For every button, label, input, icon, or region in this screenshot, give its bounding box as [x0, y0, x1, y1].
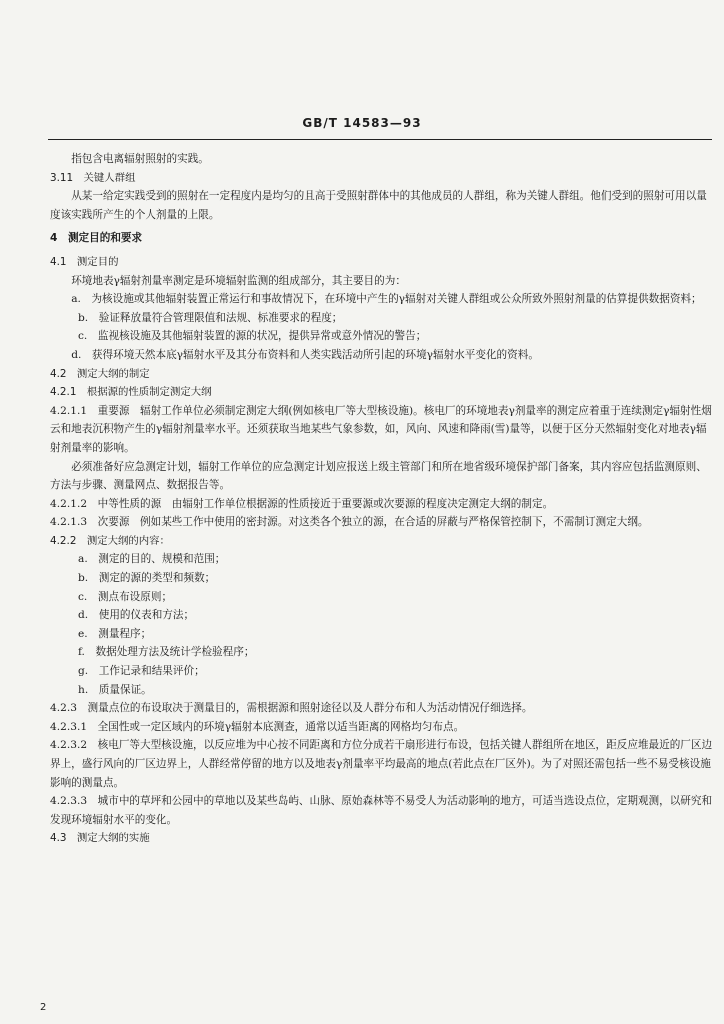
- list-item: f. 数据处理方法及统计学检验程序；: [78, 646, 255, 659]
- list-item: d. 使用的仪表和方法；: [78, 609, 195, 622]
- clause-heading: 4.3 测定大纲的实施: [50, 832, 150, 845]
- document-body: [50, 150, 714, 848]
- body-paragraph: 4.2.1.2 中等性质的源 由辐射工作单位根据源的性质接近于重要源或次要源的程度决定测定大纲的制定。: [50, 497, 554, 510]
- body-paragraph: 必须准备好应急测定计划，辐射工作单位的应急测定计划应报送上级主管部门和所在地省级环境保护部门备案，其内容应包括监测原则、方法与步骤、测量网点、数据报告等。: [50, 460, 707, 492]
- page-number: 2: [40, 1002, 47, 1013]
- list-item: e. 测量程序；: [78, 627, 152, 640]
- list-item: h. 质量保证。: [78, 683, 152, 696]
- list-item: d. 获得环境天然本底γ辐射水平及其分布资料和人类实践活动所引起的环境γ辐射水平变化的资料。: [71, 348, 539, 361]
- section-heading: 4 测定目的和要求: [50, 232, 143, 245]
- body-paragraph: 4.2.1.1 重要源 辐射工作单位必须制定测定大纲(例如核电厂等大型核设施)。核电厂的环境地表γ剂量率的测定应着重于连续测定γ辐射性烟云和地表沉积物产生的γ辐射剂量率水平。还须获取当地某些气象参数，如，风向、风速和降雨(雪)量等，以便于区分天然辐射变化对地表γ辐射剂量率的影响。: [50, 404, 712, 454]
- list-item: b. 验证释放量符合管理限值和法规、标准要求的程度；: [78, 311, 343, 324]
- body-paragraph: 4.2.3.3 城市中的草坪和公园中的草地以及某些岛屿、山脉、原始森林等不易受人为活动影响的地方，可适当选设点位，定期观测，以研究和发现环境辐射水平的变化。: [50, 795, 713, 826]
- clause-heading: 4.1 测定目的: [50, 255, 119, 268]
- list-item: c. 测点布设原则；: [78, 590, 173, 603]
- body-paragraph: 4.2.3.2 核电厂等大型核设施，以反应堆为中心按不同距离和方位分成若干扇形进行布设，包括关键人群组所在地区，距反应堆最近的厂区边界上，盛行风向的厂区边界上，人群经常停留的地方以及地表γ剂量率平均最高的地点(若此点在厂区外)。为了对照还需包括一些不易受核设施影响的测量点。: [50, 739, 713, 789]
- body-paragraph: 指包含电离辐射照射的实践。: [71, 153, 209, 165]
- list-item: a. 为核设施或其他辐射装置正常运行和事故情况下，在环境中产生的γ辐射对关键人群组或公众所致外照射剂量的估算提供数据资料；: [71, 293, 702, 306]
- list-item: a. 测定的目的、规模和范围；: [78, 553, 226, 566]
- clause-heading: 3.11 关键人群组: [50, 171, 136, 184]
- body-paragraph: 环境地表γ辐射剂量率测定是环境辐射监测的组成部分，其主要目的为：: [71, 274, 406, 287]
- clause-heading: 4.2 测定大纲的制定: [50, 367, 150, 380]
- clause-heading: 4.2.2 测定大纲的内容：: [50, 534, 170, 547]
- list-item: c. 监视核设施及其他辐射装置的源的状况，提供异常或意外情况的警告；: [78, 330, 427, 343]
- body-paragraph: 从某一给定实践受到的照射在一定程度内是均匀的且高于受照射群体中的其他成员的人群组，称为关键人群组。他们受到的照射可用以量度该实践所产生的个人剂量的上限。: [50, 190, 707, 221]
- body-paragraph: 4.2.3.1 全国性或一定区域内的环境γ辐射本底测查，通常以适当距离的网格均匀布点。: [50, 720, 465, 733]
- header-rule: [48, 139, 712, 140]
- clause-heading: 4.2.1 根据源的性质制定测定大纲: [50, 386, 212, 399]
- list-item: g. 工作记录和结果评价；: [78, 665, 205, 678]
- body-paragraph: 4.2.1.3 次要源 例如某些工作中使用的密封源。对这类各个独立的源，在合适的屏蔽与严格保管控制下，不需制订测定大纲。: [50, 516, 649, 529]
- body-paragraph: 4.2.3 测量点位的布设取决于测量目的，需根据源和照射途径以及人群分布和人为活动情况仔细选择。: [50, 702, 533, 715]
- list-item: b. 测定的源的类型和频数；: [78, 572, 216, 585]
- standard-number-header: GB/T 14583—93: [302, 116, 422, 130]
